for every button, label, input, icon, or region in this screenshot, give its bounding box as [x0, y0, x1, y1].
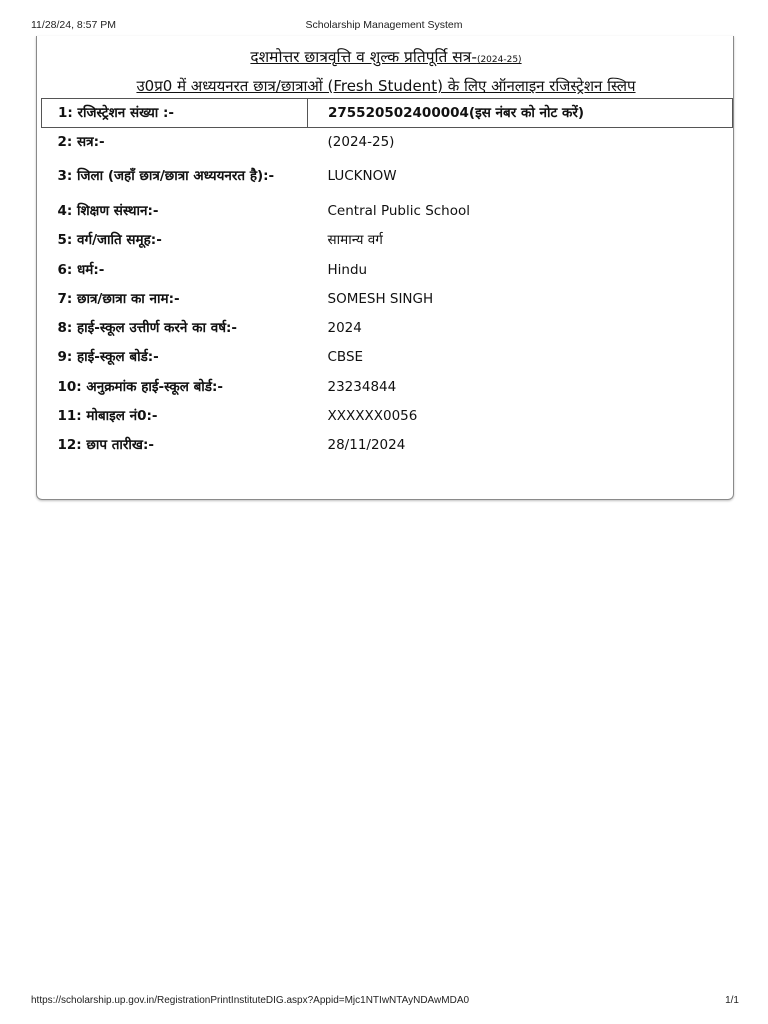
- table-row: [42, 197, 733, 226]
- table-row: [42, 285, 733, 314]
- row-value: LUCKNOW: [327, 168, 397, 185]
- row-label: 11: मोबाइल नं0:-: [57, 408, 158, 425]
- row-value: (2024-25): [327, 133, 395, 150]
- row-value: 23234844: [327, 378, 397, 395]
- table-row: [42, 343, 733, 372]
- print-page-title: Scholarship Management System: [305, 19, 463, 31]
- row-value: XXXXXX0056: [327, 408, 418, 425]
- registration-slip: [36, 36, 734, 500]
- row-label: 3: जिला (जहाँ छात्र/छात्रा अध्ययनरत है):-: [57, 168, 275, 185]
- row-value: सामान्य वर्ग: [327, 232, 383, 249]
- row-value: Hindu: [327, 261, 368, 278]
- print-datetime: 11/28/24, 8:57 PM: [31, 19, 117, 31]
- slip-heading-sub: उ0प्र0 में अध्ययनरत छात्र/छात्राओं (Fresh Student) के लिए ऑनलाइन रजिस्ट्रेशन स्लिप: [136, 77, 636, 95]
- row-label: 7: छात्र/छात्रा का नाम:-: [57, 290, 180, 307]
- table-row: [42, 431, 733, 460]
- row-label: 12: छाप तारीख:-: [57, 437, 154, 454]
- table-row: [42, 157, 733, 197]
- row-label: 1: रजिस्ट्रेशन संख्या :-: [42, 99, 308, 128]
- table-row: [42, 314, 733, 343]
- row-value: 275520502400004(इस नंबर को नोट करें): [308, 99, 733, 128]
- row-label: 5: वर्ग/जाति समूह:-: [57, 232, 162, 249]
- table-row: [42, 402, 733, 431]
- row-label: 9: हाई-स्कूल बोर्ड:-: [57, 349, 159, 366]
- heading-main-text: दशमोत्तर छात्रवृत्ति व शुल्क प्रतिपूर्ति सत्र-: [250, 48, 477, 66]
- row-label: 4: शिक्षण संस्थान:-: [57, 202, 159, 219]
- print-page-number: 1/1: [725, 995, 739, 1006]
- registration-details-table: [41, 98, 733, 460]
- row-value: 2024: [327, 320, 362, 337]
- heading-session: (2024-25): [476, 55, 522, 65]
- row-label: 2: सत्र:-: [57, 133, 105, 150]
- row-value: 28/11/2024: [327, 437, 406, 454]
- table-row: [42, 255, 733, 284]
- table-row: [42, 226, 733, 255]
- print-url: https://scholarship.up.gov.in/RegistrationPrintInstituteDIG.aspx?Appid=Mjc1NTIwNTAyNDAwMDA0: [31, 995, 470, 1006]
- row-value: CBSE: [327, 349, 364, 366]
- row-value: SOMESH SINGH: [327, 290, 434, 307]
- print-header: [0, 19, 768, 33]
- table-row: [42, 99, 733, 128]
- row-value: Central Public School: [327, 202, 471, 219]
- table-row: [42, 128, 733, 157]
- row-label: 6: धर्म:-: [57, 261, 105, 278]
- table-row: [42, 373, 733, 402]
- row-label: 10: अनुक्रमांक हाई-स्कूल बोर्ड:-: [57, 378, 223, 395]
- slip-heading-main: [37, 45, 735, 67]
- row-label: 8: हाई-स्कूल उत्तीर्ण करने का वर्ष:-: [57, 320, 238, 337]
